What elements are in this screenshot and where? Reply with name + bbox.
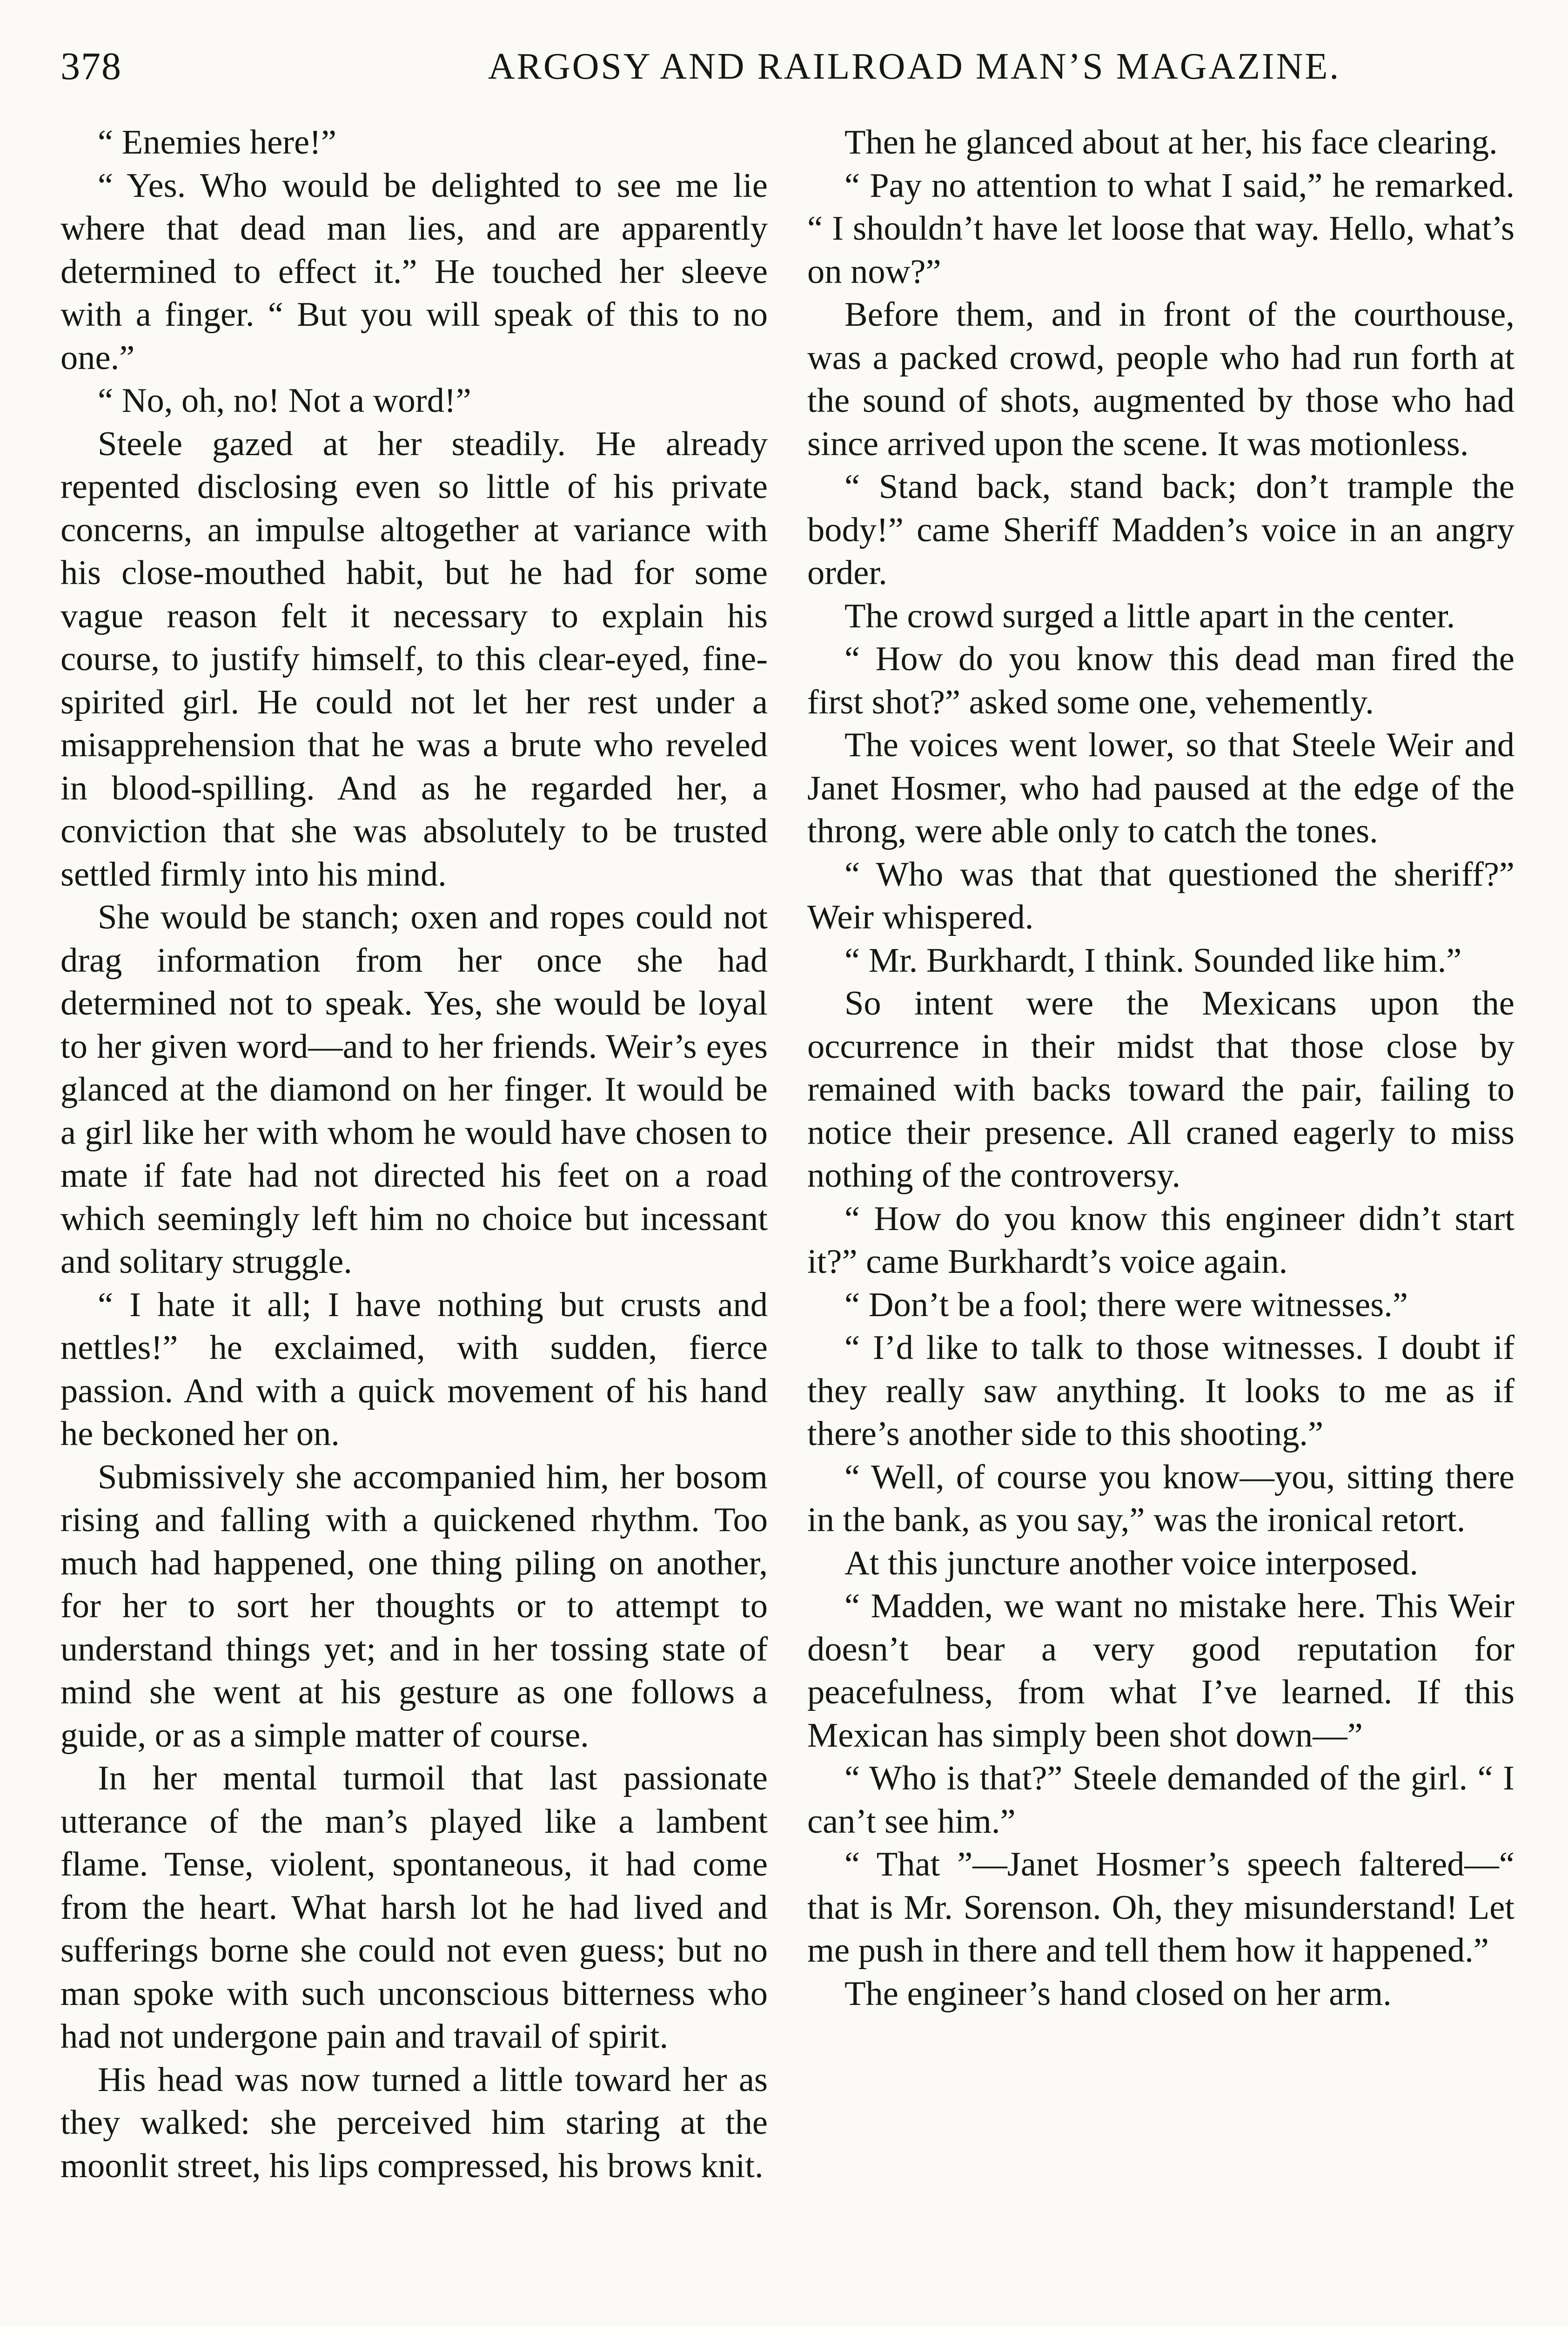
paragraph: “ How do you know this dead man fired the first shot?” asked some one, vehemently. (807, 640, 1514, 721)
paragraph: “ Who is that?” Steele demanded of the girl. “ I can’t see him.” (807, 1759, 1514, 1841)
paragraph: “ Well, of course you know—you, sitting there in the bank, as you say,” was the ironical retort. (807, 1458, 1514, 1539)
paragraph: “ I’d like to talk to those witnesses. I doubt if they really saw anything. It looks to me as if there’s another side to this shooting.” (807, 1329, 1514, 1453)
right-column (807, 121, 1514, 2327)
page-number: 378 (60, 45, 122, 88)
paragraph: “ Pay no attention to what I said,” he remarked. “ I shouldn’t have let loose that way. Hello, what’s on now?” (807, 166, 1514, 291)
paragraph: At this juncture another voice interposed. (844, 1544, 1419, 1582)
paragraph: His head was now turned a little toward her as they walked: she perceived him staring at the moonlit street, his lips compressed, his brows knit. (60, 2060, 768, 2185)
paragraph: Submissively she accompanied him, her bosom rising and falling with a quickened rhythm. Too much had happened, one thing piling on another, for her to sort her thoughts or to attempt to understand things yet; and in her tossing state of mind she went at his gesture as one follows a guide, or as a simple matter of course. (60, 1458, 768, 1755)
left-column (60, 121, 768, 2327)
paragraph: “ That ”—Janet Hosmer’s speech faltered—“ that is Mr. Sorenson. Oh, they misunderstand! Let me push in there and tell them how it happened.” (807, 1845, 1514, 1970)
paragraph: Steele gazed at her steadily. He already repented disclosing even so little of his private concerns, an impulse altogether at variance with his close-mouthed habit, but he had for some vague reason felt it necessary to explain his course, to justify himself, to this clear-eyed, fine-spirited girl. He could not let her rest under a misapprehension that he was a brute who reveled in blood-spilling. And as he regarded her, a conviction that she was absolutely to be trusted settled firmly into his mind. (60, 424, 768, 894)
paragraph: “ Yes. Who would be delighted to see me lie where that dead man lies, and are apparently determined to effect it.” He touched her sleeve with a finger. “ But you will speak of this to no one.” (60, 166, 768, 377)
paragraph: “ No, oh, no! Not a word!” (98, 382, 471, 420)
page-header (60, 41, 1508, 92)
paragraph: “ I hate it all; I have nothing but crusts and nettles!” he exclaimed, with sudden, fierce passion. And with a quick movement of his hand he beckoned her on. (60, 1285, 768, 1453)
paragraph: She would be stanch; oxen and ropes could not drag information from her once she had determined not to speak. Yes, she would be loyal to her given word—and to her friends. Weir’s eyes glanced at the diamond on her finger. It would be a girl like her with whom he would have chosen to mate if fate had not directed his feet on a road which seemingly left him no choice but incessant and solitary struggle. (60, 898, 768, 1281)
paragraph: So intent were the Mexicans upon the occurrence in their midst that those close by remained with backs toward the pair, failing to notice their presence. All craned eagerly to miss nothing of the controversy. (807, 984, 1514, 1195)
paragraph: In her mental turmoil that last passionate utterance of the man’s played like a lambent flame. Tense, violent, spontaneous, it had come from the heart. What harsh lot he had lived and sufferings borne she could not even guess; but no man spoke with such unconscious bitterness who had not undergone pain and travail of spirit. (60, 1759, 768, 2056)
paragraph: The voices went lower, so that Steele Weir and Janet Hosmer, who had paused at the edge of the throng, were able only to catch the tones. (807, 726, 1514, 850)
paragraph: “ Who was that that questioned the sheriff?” Weir whispered. (807, 855, 1514, 936)
paragraph: “ Don’t be a fool; there were witnesses.” (844, 1285, 1408, 1324)
paragraph: Then he glanced about at her, his face clearing. (844, 123, 1498, 161)
paragraph: The crowd surged a little apart in the center. (844, 597, 1455, 635)
paragraph: “ Madden, we want no mistake here. This Weir doesn’t bear a very good reputation for peacefulness, from what I’ve learned. If this Mexican has simply been shot down—” (807, 1587, 1514, 1755)
paragraph: “ How do you know this engineer didn’t start it?” came Burkhardt’s voice again. (807, 1199, 1514, 1281)
paragraph: Before them, and in front of the courthouse, was a packed crowd, people who had run forth at the sound of shots, augmented by those who had since arrived upon the scene. It was motionless. (807, 296, 1514, 463)
running-head: ARGOSY AND RAILROAD MAN’S MAGAZINE. (488, 46, 1341, 87)
paragraph: “ Stand back, stand back; don’t trample the body!” came Sheriff Madden’s voice in an angry order. (807, 468, 1514, 592)
paragraph: The engineer’s hand closed on her arm. (844, 1974, 1392, 2013)
paragraph: “ Enemies here!” (98, 123, 336, 161)
paragraph: “ Mr. Burkhardt, I think. Sounded like him.” (844, 941, 1462, 980)
